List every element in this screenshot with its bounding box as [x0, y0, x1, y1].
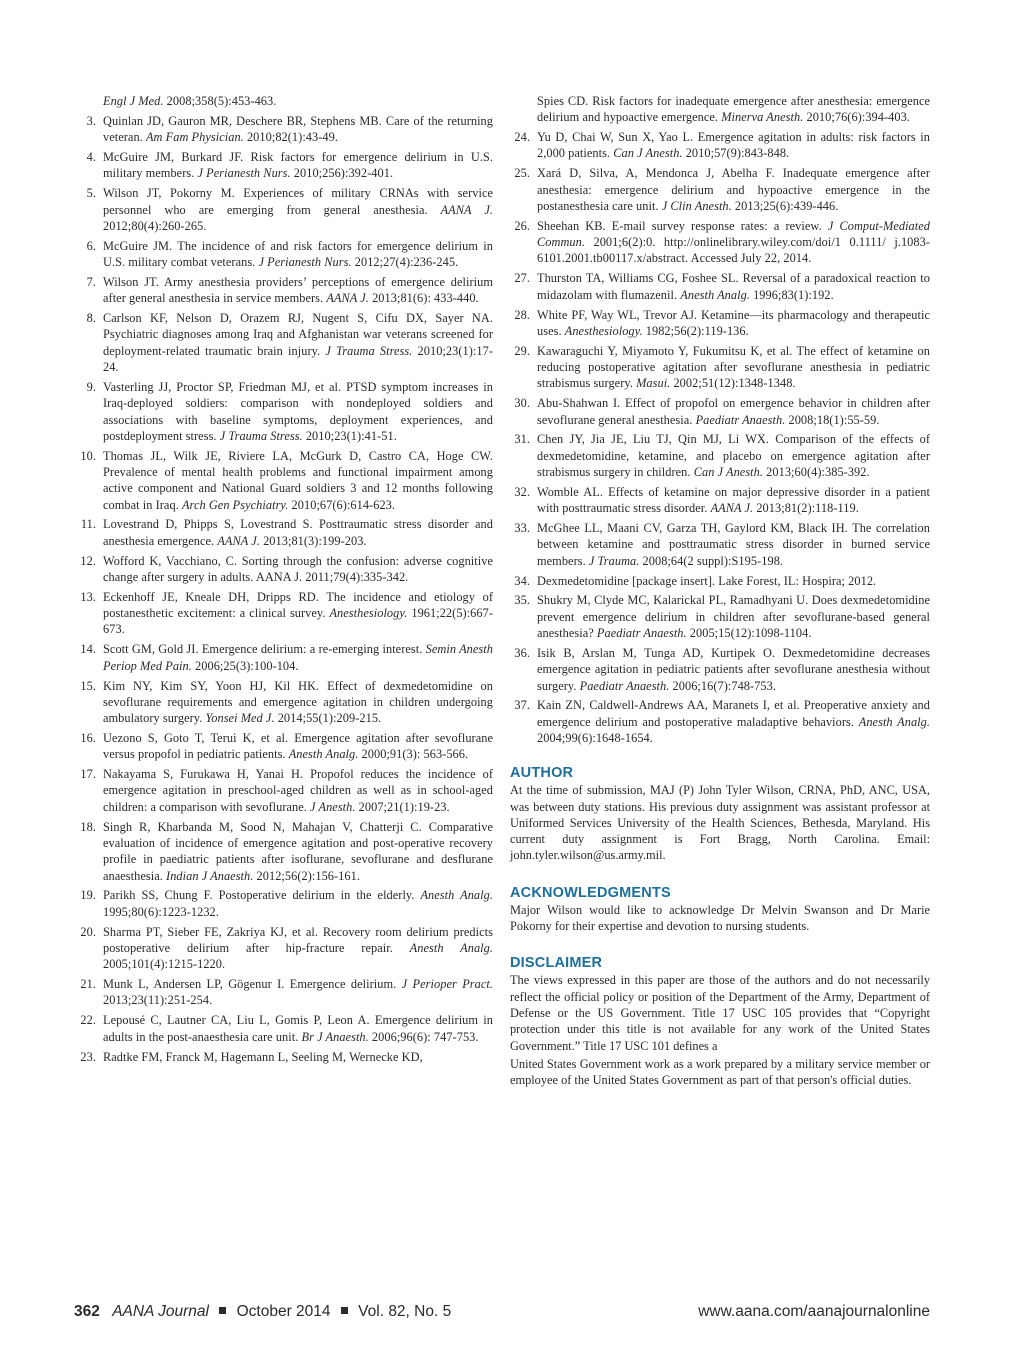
reference-item — [76, 516, 493, 549]
reference-segment: Shukry M, Clyde MC, Kalarickal PL, Ramadhyani U. Does dexmedetomidine prevent emergence delirium in children after sevoflurane-based general anesthesia? — [537, 593, 930, 641]
reference-segment: 2004;99(6):1648-1654. — [537, 731, 653, 745]
journal-name: Anesth Analg. — [858, 714, 931, 729]
reference-text — [103, 766, 493, 815]
separator-square-icon — [219, 1307, 226, 1314]
author-body: At the time of submission, MAJ (P) John Tyler Wilson, CRNA, PhD, ANC, USA, was between duty stations. His previous duty assignment was assistant professor at Uniformed Services University of the Health Sciences, Bethesda, Maryland. His current duty assignment is Fort Bragg, North Carolina. Email: john.tyler.wilson@us.army.mil. — [510, 783, 930, 863]
reference-item — [76, 730, 493, 763]
reference-item — [76, 113, 493, 146]
reference-text — [537, 592, 930, 641]
reference-number: 37. — [514, 698, 530, 713]
reference-segment: 2008;358(5):453-463. — [163, 94, 277, 108]
reference-text — [103, 274, 493, 307]
reference-number: 22. — [80, 1013, 96, 1028]
journal-name: AANA J. — [440, 202, 493, 217]
reference-segment: 2010;76(6):394-403. — [803, 110, 910, 125]
reference-segment: Abu-Shahwan I. Effect of propofol on emergence behavior in children after sevoflurane general anesthesia. — [537, 396, 930, 427]
reference-text — [103, 730, 493, 763]
reference-text — [537, 343, 930, 392]
reference-text — [537, 484, 930, 517]
reference-item — [76, 678, 493, 727]
reference-segment: Scott GM, Gold JI. Emergence delirium: a re-emerging interest. — [103, 642, 426, 657]
reference-segment: 2002;51(12):1348-1348. — [670, 376, 796, 391]
reference-text — [537, 218, 930, 267]
reference-item — [510, 270, 930, 303]
reference-text — [103, 93, 493, 109]
reference-text — [103, 1049, 493, 1065]
reference-item — [76, 641, 493, 674]
reference-text — [103, 819, 493, 884]
reference-number: 15. — [80, 678, 96, 693]
journal-name: Anesth Analg. — [680, 287, 750, 302]
reference-item — [76, 553, 493, 586]
reference-segment: Wilson JT. Army anesthesia providers’ perceptions of emergence delirium after general anesthesia in service members. — [103, 274, 493, 306]
reference-segment: 2012;27(4):236-245. — [351, 255, 459, 270]
reference-number: 10. — [80, 448, 96, 463]
reference-segment: Wilson JT, Pokorny M. Experiences of military CRNAs with service personnel who are emerging from general anesthesia. — [103, 186, 493, 217]
reference-segment: 1982;56(2):119-136. — [642, 323, 749, 338]
reference-segment: Carlson KF, Nelson D, Orazem RJ, Nugent S, Cifu DX, Sayer NA. Psychiatric diagnoses among Iraq and Afghanistan war veterans screened for deployment-related traumatic brain injury. — [103, 311, 493, 358]
reference-segment: Thomas JL, Wilk JE, Riviere LA, McGurk D, Castro CA, Hoge CW. Prevalence of mental health problems and functional impairment among active component and National Guard soldiers 3 and 12 months following combat in Iraq. — [103, 448, 493, 512]
reference-segment: 2008;64(2 suppl):S195-198. — [639, 553, 784, 568]
reference-text — [103, 113, 493, 146]
reference-segment: Quinlan JD, Gauron MR, Deschere BR, Stephens MB. Care of the returning veteran. — [103, 113, 493, 145]
references-left-column — [76, 93, 493, 1068]
reference-number: 4. — [86, 150, 96, 165]
reference-item — [510, 431, 930, 480]
reference-number: 5. — [86, 186, 96, 201]
journal-name: Can J Anesth. — [613, 146, 683, 161]
reference-item — [76, 924, 493, 973]
journal-name: Br J Anaesth. — [301, 1029, 369, 1044]
journal-name: Paediatr Anaesth. — [695, 412, 786, 427]
reference-number: 28. — [514, 307, 530, 322]
reference-number: 18. — [80, 819, 96, 834]
reference-item — [510, 165, 930, 214]
reference-number: 12. — [80, 553, 96, 568]
reference-item — [76, 274, 493, 307]
references-right-column — [510, 93, 930, 1088]
disclaimer-section — [510, 955, 930, 1088]
reference-segment: Wofford K, Vacchiano, C. Sorting through the confusion: adverse cognitive change after surgery in adults. AANA J. 2011;79(4):335-342. — [103, 553, 493, 584]
reference-text — [537, 165, 930, 214]
reference-segment: Munk L, Andersen LP, Gögenur I. Emergence delirium. — [103, 977, 402, 992]
reference-segment: Sharma PT, Sieber FE, Zakriya KJ, et al. Recovery room delirium predicts postoperative delirium after hip-fracture repair. — [103, 924, 493, 955]
reference-text — [537, 431, 930, 480]
reference-number: 3. — [86, 113, 96, 128]
reference-item — [76, 185, 493, 234]
reference-text — [103, 924, 493, 973]
journal-name: Can J Anesth. — [693, 464, 764, 479]
reference-segment: 2005;15(12):1098-1104. — [686, 626, 812, 641]
reference-segment: Parikh SS, Chung F. Postoperative delirium in the elderly. — [103, 888, 421, 903]
reference-segment: Isik B, Arslan M, Tunga AD, Kurtipek O. Dexmedetomidine decreases emergence agitation in pediatric patients after sevoflurane anesthesia without surgery. — [537, 645, 930, 693]
reference-number: 26. — [514, 218, 530, 233]
journal-name: J Perianesth Nurs. — [258, 255, 352, 270]
reference-number — [76, 93, 103, 109]
reference-item — [76, 238, 493, 271]
right-reference-list — [510, 93, 930, 746]
reference-number: 32. — [514, 484, 530, 499]
reference-item — [76, 448, 493, 513]
reference-text — [537, 697, 930, 746]
reference-segment: Lepousé C, Lautner CA, Liu L, Gomis P, Leon A. Emergence delirium in adults in the post-anaesthesia care unit. — [103, 1013, 493, 1044]
journal-name: Arch Gen Psychiatry. — [181, 497, 289, 512]
reference-number: 33. — [514, 521, 530, 536]
reference-item — [76, 1049, 493, 1065]
reference-segment: McGhee LL, Maani CV, Garza TH, Gaylord KM, Black IH. The correlation between ketamine and posttraumatic stress disorder in burned service members. — [537, 521, 930, 568]
journal-name: Engl J Med. — [103, 94, 164, 108]
reference-text — [103, 379, 493, 444]
journal-name: Minerva Anesth. — [721, 110, 804, 125]
separator-square-icon — [341, 1307, 348, 1314]
reference-segment: Dexmedetomidine [package insert]. Lake Forest, IL: Hospira; 2012. — [537, 573, 877, 588]
reference-segment: McGuire JM. The incidence of and risk factors for emergence delirium in U.S. military combat veterans. — [103, 238, 493, 270]
reference-segment: Vasterling JJ, Proctor SP, Friedman MJ, et al. PTSD symptom increases in Iraq-deployed soldiers: comparison with nondeployed soldiers and associations with baseline symptoms, deployment experiences, and postdeployment stress. — [103, 379, 493, 443]
reference-number: 16. — [80, 731, 96, 745]
reference-text — [537, 520, 930, 569]
reference-segment: 2010;23(1):41-51. — [302, 428, 397, 443]
reference-item — [76, 589, 493, 638]
journal-name: Masui. — [636, 376, 671, 391]
reference-number: 36. — [514, 645, 530, 660]
reference-segment: Thurston TA, Williams CG, Foshee SL. Reversal of a paradoxical reaction to midazolam with flumazenil. — [537, 271, 930, 302]
journal-name: Yonsei Med J. — [205, 711, 275, 726]
reference-segment: 2013;60(4):385-392. — [763, 464, 870, 479]
reference-segment: 2001;6(2):0. http://onlinelibrary.wiley.com/doi/1 0.1111/ j.1083-6101.2001.tb00117.x/abstract. Accessed July 22, 2014. — [537, 235, 930, 266]
reference-segment: 1995;80(6):1223-1232. — [103, 904, 219, 919]
reference-item — [510, 592, 930, 641]
reference-segment: 2012;80(4):260-265. — [103, 218, 207, 233]
reference-segment: Sheehan KB. E-mail survey response rates: a review. — [537, 218, 828, 233]
reference-item — [510, 129, 930, 162]
reference-segment: 2013;81(2):118-119. — [753, 501, 859, 516]
journal-url[interactable]: www.aana.com/aanajournalonline — [698, 1303, 930, 1320]
reference-segment: 1961;22(5):667-673. — [103, 606, 494, 637]
reference-segment: Lovestrand D, Phipps S, Lovestrand S. Posttraumatic stress disorder and anesthesia emergence. — [103, 517, 493, 548]
reference-segment: Uezono S, Goto T, Terui K, et al. Emergence agitation after sevoflurane versus propofol in pediatric patients. — [103, 731, 493, 762]
reference-segment: McGuire JM, Burkard JF. Risk factors for emergence delirium in U.S. military members. — [103, 150, 493, 181]
author-section — [510, 765, 930, 863]
reference-text — [537, 93, 930, 126]
reference-segment: Womble AL. Effects of ketamine on major depressive disorder in a patient with posttraumatic stress disorder. — [537, 484, 930, 516]
journal-name: Anesth Analg. — [409, 940, 494, 955]
reference-item — [76, 379, 493, 444]
reference-number: 23. — [80, 1049, 96, 1064]
reference-item — [76, 766, 493, 815]
reference-segment: 2010;67(6):614-623. — [288, 497, 396, 512]
reference-item — [76, 976, 493, 1009]
journal-name: J Comput-Mediated Commun. — [537, 218, 931, 250]
volume-issue: Vol. 82, No. 5 — [358, 1303, 452, 1320]
reference-number: 20. — [80, 924, 96, 939]
author-heading: AUTHOR — [510, 765, 574, 782]
page-footer — [74, 1303, 930, 1325]
reference-segment: 2006;16(7):748-753. — [669, 678, 776, 693]
reference-number: 19. — [80, 888, 96, 903]
reference-item — [76, 887, 493, 920]
reference-segment: Yu D, Chai W, Sun X, Yao L. Emergence agitation in adults: risk factors in 2,000 patients. — [537, 130, 930, 161]
reference-item — [510, 573, 930, 589]
reference-text — [103, 516, 493, 549]
reference-text — [103, 641, 493, 674]
journal-name: Am Fam Physician. — [145, 130, 244, 145]
reference-item — [510, 343, 930, 392]
reference-number: 27. — [514, 271, 530, 286]
reference-item — [510, 218, 930, 267]
reference-segment: 2008;18(1):55-59. — [785, 412, 880, 427]
journal-name: J Anesth. — [310, 799, 356, 814]
reference-text — [103, 553, 493, 586]
reference-segment: 2010;23(1):17-24. — [103, 343, 493, 375]
reference-segment: 2000;91(3): 563-566. — [358, 747, 469, 762]
reference-number: 34. — [514, 573, 530, 588]
acknowledgments-body: Major Wilson would like to acknowledge Dr Melvin Swanson and Dr Marie Pokorny for their expertise and devotion to nursing students. — [510, 902, 930, 934]
reference-segment: Eckenhoff JE, Kneale DH, Dripps RD. The incidence and etiology of postanesthetic excitement: a clinical survey. — [103, 589, 493, 621]
journal-name: J Clin Anesth. — [661, 198, 732, 213]
reference-text — [537, 573, 930, 589]
reference-text — [103, 976, 493, 1009]
reference-item — [76, 1012, 493, 1045]
reference-number: 9. — [86, 379, 96, 394]
journal-name: J Trauma Stress. — [219, 428, 303, 443]
reference-segment: 2007;21(1):19-23. — [355, 799, 450, 814]
acknowledgments-section — [510, 885, 930, 935]
disclaimer-heading: DISCLAIMER — [510, 955, 603, 972]
reference-segment: Nakayama S, Furukawa H, Yanai H. Propofol reduces the incidence of emergence agitation in preschool-aged children as well as in school-aged children: a comparison with sevoflurane. — [103, 767, 493, 814]
reference-number: 30. — [514, 396, 530, 411]
journal-title: AANA Journal — [112, 1303, 209, 1320]
journal-name: AANA J. — [710, 501, 754, 516]
reference-item — [510, 484, 930, 517]
reference-item — [510, 520, 930, 569]
acknowledgments-heading: ACKNOWLEDGMENTS — [510, 884, 671, 901]
journal-name: Paediatr Anaesth. — [579, 678, 670, 693]
reference-text — [103, 149, 493, 182]
reference-number: 24. — [514, 130, 530, 145]
reference-number: 25. — [514, 166, 530, 181]
reference-text — [103, 310, 493, 375]
issue-date: October 2014 — [236, 1303, 331, 1320]
reference-number: 6. — [86, 238, 96, 253]
reference-segment: Spies CD. Risk factors for inadequate emergence after anesthesia: emergence delirium and hypoactive emergence. — [537, 94, 930, 125]
journal-name: Semin Anesth Periop Med Pain. — [103, 642, 493, 673]
reference-item — [510, 697, 930, 746]
reference-number: 8. — [86, 311, 96, 326]
reference-text — [103, 678, 493, 727]
page-number: 362 — [74, 1303, 100, 1320]
journal-name: Paediatr Anaesth. — [596, 626, 687, 641]
reference-text — [103, 448, 493, 513]
reference-number: 13. — [80, 589, 96, 604]
reference-segment: 2013;81(3):199-203. — [259, 533, 367, 548]
reference-segment: Kain ZN, Caldwell-Andrews AA, Maranets I, et al. Preoperative anxiety and emergence delirium and postoperative maladaptive behaviors. — [537, 698, 930, 729]
reference-number: 21. — [80, 977, 96, 992]
reference-number: 31. — [514, 432, 530, 447]
reference-text — [537, 307, 930, 340]
reference-segment: 2010;256):392-401. — [290, 166, 394, 181]
reference-text — [103, 185, 493, 234]
reference-item — [76, 310, 493, 375]
reference-text — [103, 589, 493, 638]
reference-item — [76, 149, 493, 182]
reference-segment: 2010;82(1):43-49. — [243, 130, 338, 145]
reference-number — [510, 93, 537, 126]
reference-segment: 2013;23(11):251-254. — [103, 993, 213, 1008]
reference-item — [510, 395, 930, 428]
reference-item — [76, 819, 493, 884]
reference-text — [537, 129, 930, 162]
reference-segment: Kawaraguchi Y, Miyamoto Y, Fukumitsu K, et al. The effect of ketamine on reducing postoperative agitation after sevoflurane anesthesia in pediatric strabismus surgery. — [537, 343, 930, 391]
journal-name: AANA J. — [326, 291, 369, 306]
journal-name: J Perioper Pract. — [401, 977, 494, 992]
reference-text — [537, 645, 930, 694]
reference-segment: Chen JY, Jia JE, Liu TJ, Qin MJ, Li WX. Comparison of the effects of dexmedetomidine, ketamine, and placebo on emergence agitation after strabismus surgery in children. — [537, 432, 930, 479]
reference-segment: Kim NY, Kim SY, Yoon HJ, Kil HK. Effect of dexmedetomidine on sevoflurane requirements and emergence agitation in children undergoing ambulatory surgery. — [103, 678, 493, 726]
disclaimer-body: The views expressed in this paper are those of the authors and do not necessarily reflect the official policy or position of the Department of the Army, Department of Defense or the US Government. Title 17 USC 105 provides that “Copyright protection under this title is not available for any work of the United States Government.” Title 17 USC 101 defines a — [510, 973, 930, 1053]
reference-item — [510, 645, 930, 694]
reference-segment: Singh R, Kharbanda M, Sood N, Mahajan V, Chatterji C. Comparative evaluation of incidence of emergence agitation and post-operative recovery profile in paediatric patients after isoflurane, sevoflurane and desflurane anaesthesia. — [103, 819, 493, 883]
reference-number: 11. — [80, 517, 96, 532]
reference-segment: 2013;81(6): 433-440. — [368, 291, 479, 306]
journal-name: J Perianesth Nurs. — [197, 166, 291, 181]
reference-segment: 2013;25(6):439-446. — [731, 198, 839, 213]
journal-name: AANA J. — [217, 533, 260, 548]
reference-segment: 2006;25(3):100-104. — [191, 658, 299, 673]
reference-text — [537, 395, 930, 428]
journal-name: Indian J Anaesth. — [166, 868, 254, 883]
disclaimer-body-continued: United States Government work as a work prepared by a military service member or employee of the United States Government as part of that person's official duties. — [510, 1056, 930, 1088]
reference-text — [537, 270, 930, 303]
reference-number: 35. — [514, 593, 530, 608]
reference-segment: 2005;101(4):1215-1220. — [103, 957, 226, 972]
journal-name: J Trauma. — [588, 553, 640, 568]
reference-item — [510, 307, 930, 340]
reference-text — [103, 238, 493, 271]
journal-name: Anesthesiology. — [329, 606, 408, 621]
reference-text — [103, 887, 493, 920]
reference-segment: White PF, Way WL, Trevor AJ. Ketamine—its pharmacology and therapeutic uses. — [537, 307, 930, 338]
reference-segment: 2006;96(6): 747-753. — [368, 1029, 479, 1044]
reference-number: 7. — [86, 274, 96, 289]
reference-segment: Radtke FM, Franck M, Hagemann L, Seeling M, Wernecke KD, — [103, 1049, 423, 1064]
reference-item — [76, 93, 493, 109]
reference-segment: 2014;55(1):209-215. — [274, 711, 382, 726]
journal-name: J Trauma Stress. — [325, 343, 413, 358]
reference-item — [510, 93, 930, 126]
reference-segment: 1996;83(1):192. — [749, 287, 834, 302]
reference-segment: Xará D, Silva, A, Mendonca J, Abelha F. Inadequate emergence after anesthesia: emergence delirium and hypoactive emergence in the postanesthesia care unit. — [537, 166, 930, 213]
reference-segment: 2010;57(9):843-848. — [682, 146, 790, 161]
journal-name: Anesth Analg. — [288, 747, 359, 762]
reference-number: 14. — [80, 642, 96, 657]
reference-number: 17. — [80, 767, 96, 782]
reference-segment: 2012;56(2):156-161. — [253, 868, 360, 883]
reference-text — [103, 1012, 493, 1045]
journal-name: Anesthesiology. — [564, 323, 643, 338]
journal-name: Anesth Analg. — [420, 888, 493, 903]
reference-number: 29. — [514, 343, 530, 358]
